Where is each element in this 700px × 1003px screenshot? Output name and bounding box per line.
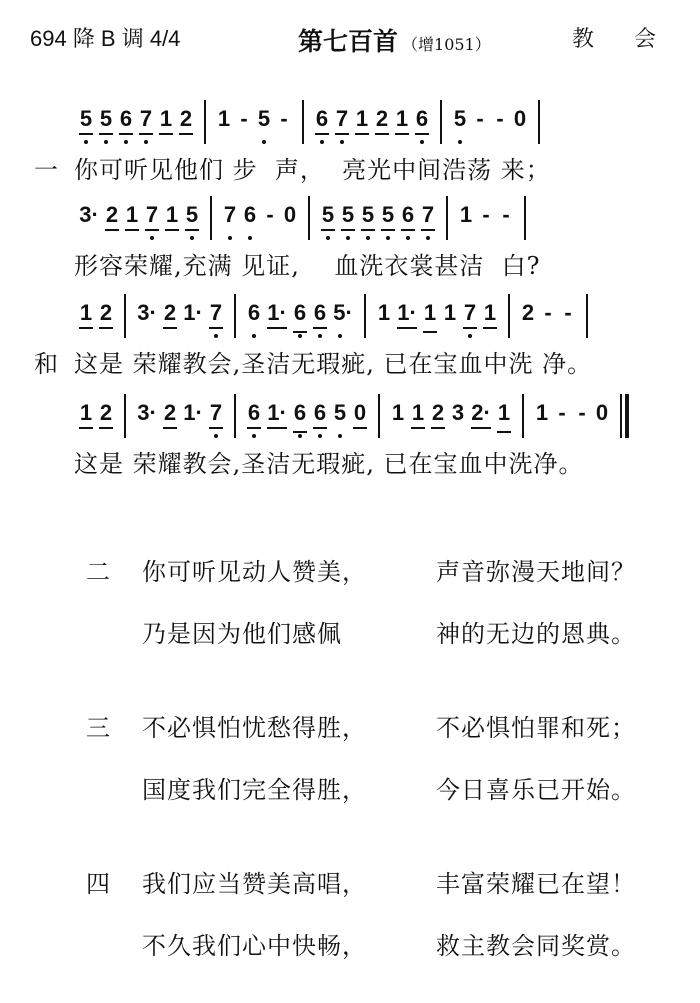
note-extension: - — [578, 400, 586, 425]
notation-line — [76, 202, 534, 236]
note: 5 — [330, 400, 350, 434]
note: 6 — [412, 106, 432, 140]
octave-dot — [468, 334, 472, 338]
note: 6 — [244, 400, 264, 434]
note: 5 — [338, 202, 358, 236]
note: 1· — [183, 300, 203, 325]
note: 1 — [494, 400, 514, 434]
measure — [134, 400, 226, 434]
note: 5 — [450, 106, 470, 140]
note: 7 — [142, 202, 162, 236]
note-extension: - — [496, 106, 504, 131]
lyric-line: 这是 荣耀教会,圣洁无瑕疵, 已在宝血中洗净。 — [74, 450, 584, 478]
notation-line — [76, 106, 548, 140]
octave-dot — [406, 236, 410, 240]
octave-dot — [320, 140, 324, 144]
octave-dot — [248, 236, 252, 240]
stanza-number: 三 — [86, 714, 110, 742]
note-extension: - — [482, 202, 490, 227]
stanza-number: 二 — [86, 558, 110, 586]
octave-dot — [84, 140, 88, 144]
note: 1 — [391, 400, 405, 425]
note: 7 — [220, 202, 240, 236]
barline — [234, 294, 236, 338]
note: 5 — [182, 202, 202, 236]
note: 1 — [408, 400, 428, 434]
stanza-line: 不必惧怕罪和死； — [436, 714, 636, 742]
note: 1· — [394, 300, 420, 334]
stanza-line: 乃是因为他们感佩 — [142, 620, 342, 648]
final-barline — [625, 394, 629, 438]
barline — [308, 196, 310, 240]
barline — [538, 100, 540, 144]
stanza-line: 丰富荣耀已在望！ — [436, 870, 636, 898]
note-extension: - — [564, 300, 572, 325]
note: 6 — [310, 400, 330, 434]
measure — [76, 300, 116, 334]
barline — [586, 294, 588, 338]
stanza-line: 救主教会同奖赏。 — [436, 932, 636, 960]
barline — [446, 196, 448, 240]
stanza-line: 国度我们完全得胜， — [142, 776, 367, 804]
stanza-line: 今日喜乐已开始。 — [436, 776, 636, 804]
notation-line — [76, 400, 637, 434]
note-extension: - — [502, 202, 510, 227]
barline — [378, 394, 380, 438]
octave-dot — [346, 236, 350, 240]
note-extension: - — [280, 106, 288, 131]
note: 1 — [420, 300, 440, 334]
octave-dot — [150, 236, 154, 240]
note: 2 — [521, 300, 535, 325]
note: 1 — [76, 400, 96, 434]
note: 6 — [310, 300, 330, 334]
note: 1 — [352, 106, 372, 140]
measure — [220, 202, 300, 236]
lyric-line: 这是 荣耀教会,圣洁无瑕疵, 已在宝血中洗 净。 — [74, 350, 593, 378]
measure — [244, 400, 370, 434]
note-extension: - — [266, 202, 274, 227]
measure — [76, 400, 116, 434]
octave-dot — [426, 236, 430, 240]
note: 1 — [76, 300, 96, 334]
barline — [234, 394, 236, 438]
rest: 0 — [350, 400, 370, 434]
octave-dot — [262, 140, 266, 144]
stanza-line: 不久我们心中快畅， — [142, 932, 367, 960]
note: 3 — [451, 400, 465, 425]
barline — [124, 394, 126, 438]
barline — [620, 394, 622, 438]
note: 2· — [468, 400, 494, 434]
barline — [204, 100, 206, 144]
octave-dot — [298, 434, 302, 438]
barline — [302, 100, 304, 144]
note: 2 — [428, 400, 448, 434]
note: 3· — [137, 400, 157, 425]
note: 2 — [372, 106, 392, 140]
note: 2 — [160, 300, 180, 334]
note: 1· — [264, 300, 290, 334]
measure — [244, 300, 356, 334]
stanza-line: 声音弥漫天地间？ — [436, 558, 636, 586]
note: 1 — [535, 400, 549, 425]
note: 1· — [264, 400, 290, 434]
stanza-line: 我们应当赞美高唱， — [142, 870, 367, 898]
note: 5· — [330, 300, 356, 334]
octave-dot — [214, 334, 218, 338]
note: 1 — [392, 106, 412, 140]
octave-dot — [104, 140, 108, 144]
note: 6 — [244, 300, 264, 334]
octave-dot — [326, 236, 330, 240]
note-extension: - — [240, 106, 248, 131]
note: 6 — [312, 106, 332, 140]
octave-dot — [298, 334, 302, 338]
note: 5 — [96, 106, 116, 140]
note-extension: - — [476, 106, 484, 131]
octave-dot — [228, 236, 232, 240]
lyric-line: 你可听见他们 步 声， 亮光中间浩荡 来； — [74, 156, 551, 184]
measure — [456, 202, 516, 236]
barline — [364, 294, 366, 338]
rest: 0 — [513, 106, 527, 131]
note: 1 — [122, 202, 142, 236]
measure — [76, 202, 202, 236]
octave-dot — [366, 236, 370, 240]
measure — [312, 106, 432, 140]
note: 5 — [378, 202, 398, 236]
octave-dot — [252, 434, 256, 438]
octave-dot — [338, 334, 342, 338]
stanza-number: 四 — [86, 870, 110, 898]
octave-dot — [144, 140, 148, 144]
hymn-number-key: 694 降 B 调 4/4 — [30, 26, 181, 51]
verse-label: 一 — [34, 156, 58, 184]
barline — [508, 294, 510, 338]
measure — [214, 106, 294, 140]
note: 6 — [290, 300, 310, 334]
note: 2 — [160, 400, 180, 434]
verse-label: 和 — [34, 350, 58, 378]
note: 7 — [332, 106, 352, 140]
note: 7 — [206, 300, 226, 334]
stanza-line: 你可听见动人赞美， — [142, 558, 367, 586]
note: 2 — [96, 300, 116, 334]
note: 1 — [156, 106, 176, 140]
octave-dot — [318, 434, 322, 438]
stanza-line: 不必惧怕忧愁得胜， — [142, 714, 367, 742]
octave-dot — [338, 434, 342, 438]
note: 6 — [240, 202, 260, 236]
barline — [210, 196, 212, 240]
measure — [76, 106, 196, 140]
rest: 0 — [595, 400, 609, 425]
octave-dot — [420, 140, 424, 144]
measure — [388, 400, 514, 434]
note-extension: - — [544, 300, 552, 325]
hymn-title — [298, 22, 491, 58]
music-system-4 — [0, 400, 700, 518]
note: 1 — [217, 106, 231, 131]
note: 3· — [79, 202, 99, 227]
note: 1· — [183, 400, 203, 425]
note: 7 — [460, 300, 480, 334]
note: 7 — [418, 202, 438, 236]
note: 3· — [137, 300, 157, 325]
note: 1 — [459, 202, 473, 227]
lyric-line: 形容荣耀,充满 见证, 血洗衣裳甚洁 白? — [74, 252, 541, 280]
stanza-line: 神的无边的恩典。 — [436, 620, 636, 648]
barline — [524, 196, 526, 240]
octave-dot — [386, 236, 390, 240]
octave-dot — [458, 140, 462, 144]
notation-line — [76, 300, 596, 334]
octave-dot — [190, 236, 194, 240]
note: 2 — [102, 202, 122, 236]
rest: 0 — [283, 202, 297, 227]
note: 6 — [290, 400, 310, 434]
note-extension: - — [558, 400, 566, 425]
note: 2 — [176, 106, 196, 140]
octave-dot — [340, 140, 344, 144]
measure — [134, 300, 226, 334]
barline — [522, 394, 524, 438]
note: 7 — [136, 106, 156, 140]
note: 5 — [76, 106, 96, 140]
measure — [318, 202, 438, 236]
measure — [532, 400, 612, 434]
hymn-title-text: 第七百首 — [298, 27, 399, 56]
barline — [440, 100, 442, 144]
measure — [450, 106, 530, 140]
octave-dot — [124, 140, 128, 144]
hymn-title-note: （增1051） — [402, 35, 491, 54]
note: 1 — [377, 300, 391, 325]
note: 1 — [480, 300, 500, 334]
hymn-category: 教会 — [572, 27, 697, 52]
octave-dot — [318, 334, 322, 338]
measure — [518, 300, 578, 334]
note: 1 — [162, 202, 182, 236]
note: 1 — [443, 300, 457, 325]
note: 7 — [206, 400, 226, 434]
measure — [374, 300, 500, 334]
octave-dot — [252, 334, 256, 338]
note: 6 — [116, 106, 136, 140]
note: 5 — [254, 106, 274, 140]
note: 5 — [358, 202, 378, 236]
barline — [124, 294, 126, 338]
note: 2 — [96, 400, 116, 434]
octave-dot — [214, 434, 218, 438]
note: 6 — [398, 202, 418, 236]
note: 5 — [318, 202, 338, 236]
